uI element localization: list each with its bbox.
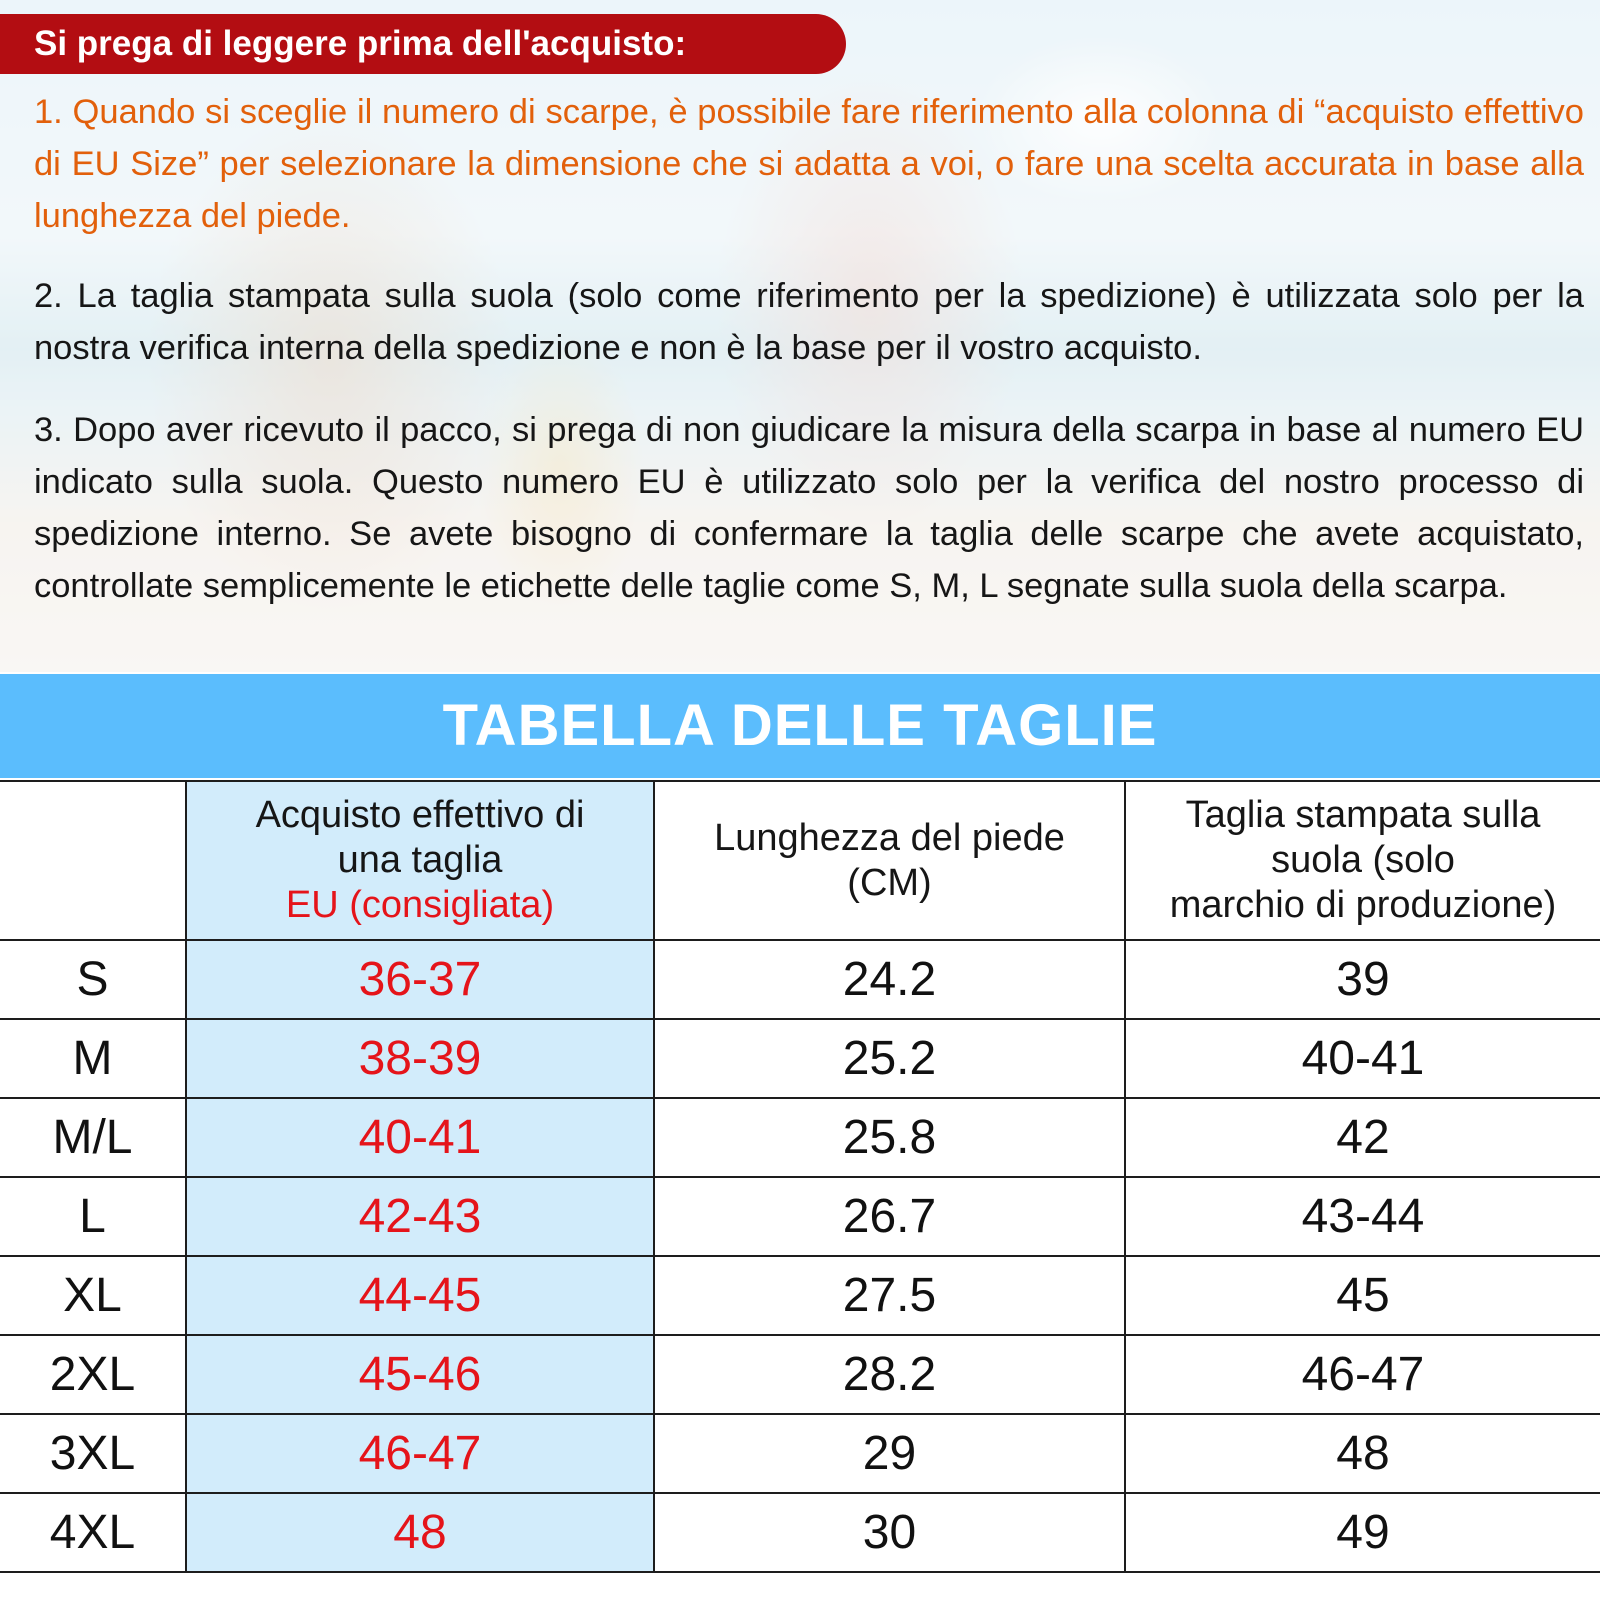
cell-size: 2XL (0, 1335, 186, 1414)
cell-size: 3XL (0, 1414, 186, 1493)
cell-size: XL (0, 1256, 186, 1335)
table-row (0, 1098, 1600, 1177)
size-table-title-bar (0, 674, 1600, 778)
size-table-header-row (0, 781, 1600, 940)
cell-sole-size: 39 (1125, 940, 1600, 1019)
cell-sole-size: 48 (1125, 1414, 1600, 1493)
cell-eu-size: 46-47 (186, 1414, 654, 1493)
cell-foot-length: 28.2 (654, 1335, 1125, 1414)
cell-size: 4XL (0, 1493, 186, 1572)
header-eu-line3: EU (consigliata) (285, 884, 555, 926)
header-sole-line1: Taglia stampata sulla (1185, 794, 1541, 836)
cell-sole-size: 45 (1125, 1256, 1600, 1335)
header-foot-line2: (CM) (847, 861, 932, 904)
cell-eu-size: 45-46 (186, 1335, 654, 1414)
cell-foot-length: 26.7 (654, 1177, 1125, 1256)
cell-eu-size: 42-43 (186, 1177, 654, 1256)
cell-foot-length: 25.8 (654, 1098, 1125, 1177)
instruction-1: 1. Quando si sceglie il numero di scarpe, è possibile fare riferimento alla colonna di “acquisto effettivo di EU Size” per selezionare la dimensione che si adatta a voi, o fare una scelta accurata in base alla lunghezza del piede. (34, 93, 1584, 235)
instruction-3: 3. Dopo aver ricevuto il pacco, si prega di non giudicare la misura della scarpa in base al numero EU indicato sulla suola. Questo numero EU è utilizzato solo per la verifica del nostro processo di spedizione interno. Se avete bisogno di confermare la taglia delle scarpe che avete acquistato, controllate semplicemente le etichette delle taglie come S, M, L segnate sulla suola della scarpa. (34, 411, 1584, 605)
cell-eu-size: 40-41 (186, 1098, 654, 1177)
cell-foot-length: 30 (654, 1493, 1125, 1572)
notice-banner-text: Si prega di leggere prima dell'acquisto: (34, 24, 687, 63)
cell-size: M (0, 1019, 186, 1098)
table-row (0, 1177, 1600, 1256)
cell-eu-size: 48 (186, 1493, 654, 1572)
cell-sole-size: 46-47 (1125, 1335, 1600, 1414)
header-sole-size (1125, 781, 1600, 940)
table-row (0, 940, 1600, 1019)
header-foot-line1: Lunghezza del piede (714, 816, 1065, 859)
cell-eu-size: 38-39 (186, 1019, 654, 1098)
cell-foot-length: 24.2 (654, 940, 1125, 1019)
header-eu-line1: Acquisto effettivo di (255, 794, 585, 836)
cell-eu-size: 44-45 (186, 1256, 654, 1335)
notice-section (0, 0, 1600, 672)
cell-size: L (0, 1177, 186, 1256)
cell-sole-size: 40-41 (1125, 1019, 1600, 1098)
cell-foot-length: 25.2 (654, 1019, 1125, 1098)
header-sole-line2: suola (solo (1271, 839, 1455, 881)
cell-foot-length: 27.5 (654, 1256, 1125, 1335)
table-row (0, 1493, 1600, 1572)
cell-size: M/L (0, 1098, 186, 1177)
cell-sole-size: 43-44 (1125, 1177, 1600, 1256)
table-row (0, 1019, 1600, 1098)
table-row (0, 1414, 1600, 1493)
header-eu-line2: una taglia (337, 839, 503, 881)
notice-banner (0, 14, 846, 74)
header-size (0, 781, 186, 940)
table-row (0, 1256, 1600, 1335)
table-row (0, 1335, 1600, 1414)
header-eu-size (186, 781, 654, 940)
instruction-2: 2. La taglia stampata sulla suola (solo come riferimento per la spedizione) è utilizzata solo per la nostra verifica interna della spedizione e non è la base per il vostro acquisto. (34, 277, 1584, 367)
cell-foot-length: 29 (654, 1414, 1125, 1493)
size-table-title: TABELLA DELLE TAGLIE (442, 693, 1158, 758)
size-table (0, 780, 1600, 1573)
cell-size: S (0, 940, 186, 1019)
header-sole-line3: marchio di produzione) (1169, 884, 1557, 926)
cell-sole-size: 49 (1125, 1493, 1600, 1572)
header-foot-length (654, 781, 1125, 940)
cell-eu-size: 36-37 (186, 940, 654, 1019)
cell-sole-size: 42 (1125, 1098, 1600, 1177)
